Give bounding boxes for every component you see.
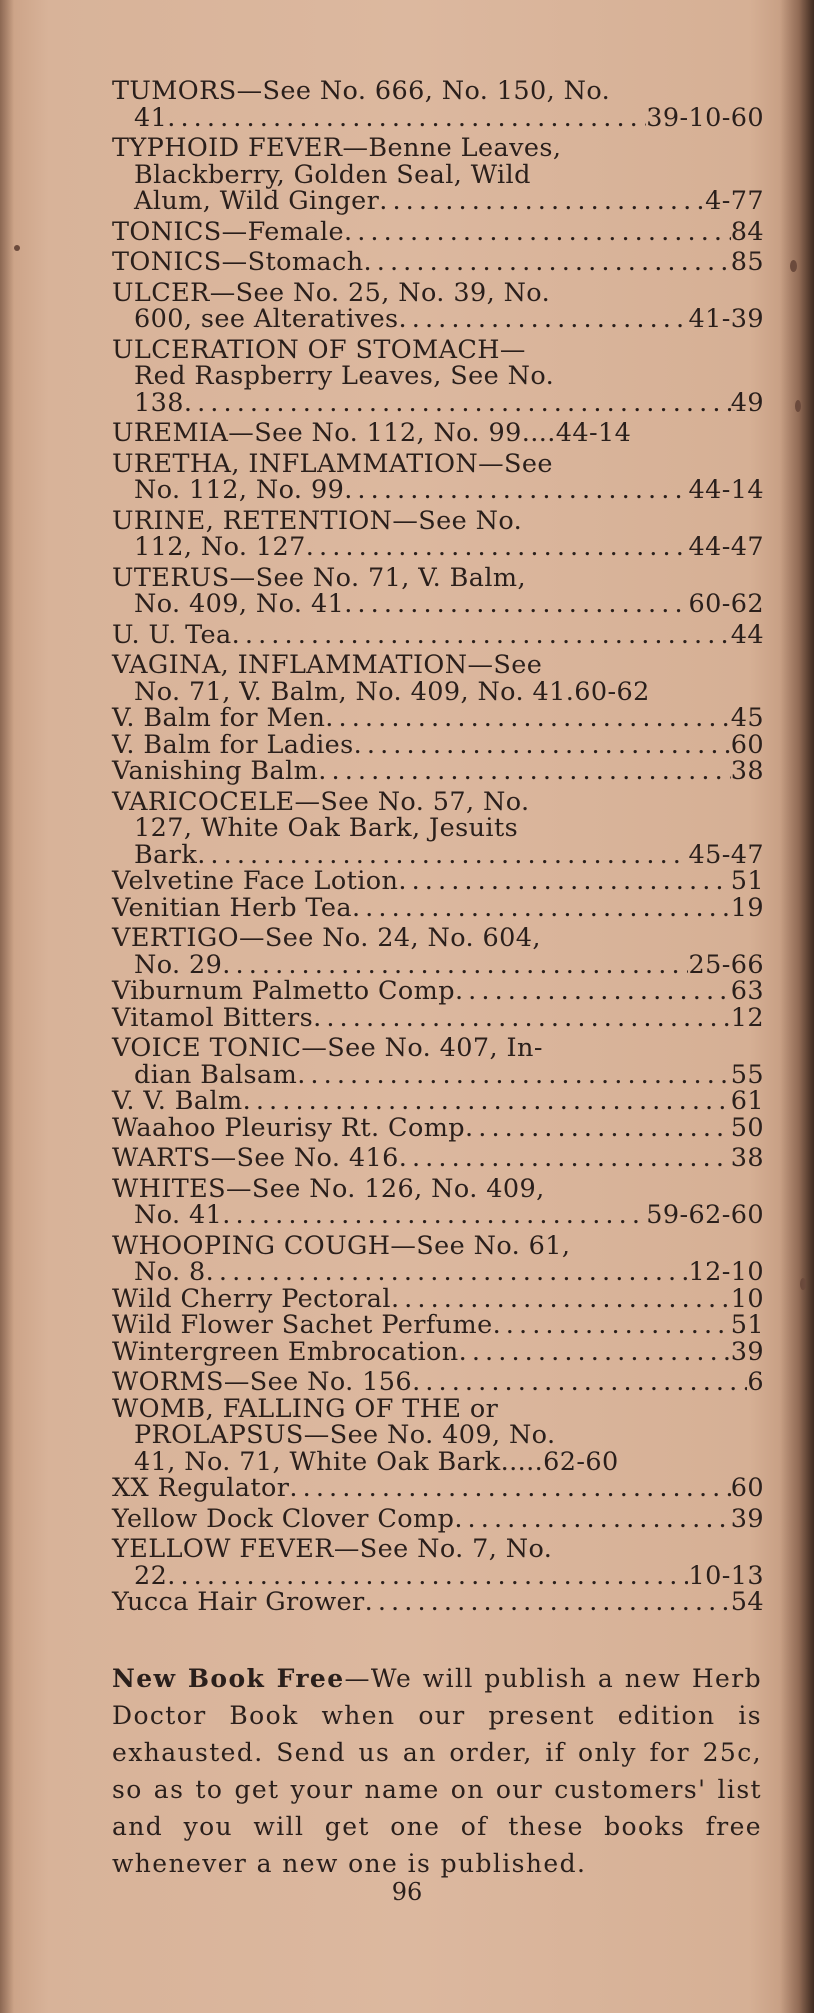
index-entry	[112, 562, 764, 619]
dot-leader	[399, 1145, 731, 1172]
index-line	[112, 135, 764, 162]
index-line	[112, 591, 764, 618]
index-line	[112, 1035, 764, 1062]
page-reference: 54	[730, 1587, 764, 1617]
index-entry	[112, 652, 764, 785]
entry-text: Wild Flower Sachet Perfume	[112, 1310, 493, 1340]
index-line	[112, 786, 764, 817]
dot-leader	[454, 1506, 730, 1533]
page-reference: 45-47	[688, 839, 764, 870]
index-line	[112, 1145, 764, 1172]
dot-leader	[297, 1062, 731, 1089]
entry-text: Bark	[134, 839, 198, 870]
index-entry	[112, 277, 764, 334]
index-line	[112, 216, 764, 247]
dot-leader	[197, 842, 688, 869]
index-line	[112, 363, 764, 390]
entry-text: VOICE TONIC—See No. 407, In-	[112, 1033, 543, 1063]
dot-leader	[465, 1115, 731, 1142]
index-line	[112, 1589, 764, 1616]
entry-text: TYPHOID FEVER—Benne Leaves,	[112, 133, 562, 163]
page-right-edge-shadow	[780, 0, 814, 2013]
page-reference: 38	[730, 756, 764, 786]
page-reference: 49	[730, 387, 764, 418]
index-entry	[112, 1035, 764, 1141]
page-reference: 10-13	[688, 1560, 764, 1591]
index-line	[112, 387, 764, 418]
index-line	[112, 729, 764, 760]
index-line	[112, 249, 764, 276]
page-reference: 60-62	[688, 589, 764, 619]
entry-text: VAGINA, INFLAMMATION—See	[112, 650, 543, 680]
paper-blemish	[795, 400, 801, 412]
entry-text: URETHA, INFLAMMATION—See	[112, 448, 553, 479]
index-entry	[112, 925, 764, 1031]
index-line	[112, 1422, 764, 1449]
page-reference: 39	[730, 1503, 764, 1534]
entry-text: Vanishing Balm	[112, 756, 319, 786]
dot-leader	[184, 390, 731, 417]
page-reference: 51	[730, 866, 764, 896]
entry-text: TONICS—Stomach	[112, 247, 364, 277]
entry-text: 127, White Oak Bark, Jesuits	[134, 813, 519, 843]
entry-text: V. Balm for Men	[112, 703, 326, 733]
page-reference: 60	[730, 729, 764, 760]
dot-leader	[289, 1475, 730, 1502]
page-reference: 39	[730, 1336, 764, 1367]
index-line	[112, 1230, 764, 1261]
page-reference: 44	[730, 619, 764, 650]
index-entry	[112, 619, 764, 650]
entry-text: dian Balsam	[134, 1059, 298, 1090]
index-entry	[112, 1173, 764, 1230]
page-reference: 44-14	[688, 475, 764, 505]
dot-leader	[344, 219, 731, 246]
index-entry	[112, 420, 764, 447]
entry-text: UREMIA—See No. 112, No. 99....44-14	[112, 418, 632, 448]
index-line	[112, 1112, 764, 1143]
entry-text: Waahoo Pleurisy Rt. Comp	[112, 1112, 466, 1143]
entry-text: Vitamol Bitters	[112, 1002, 314, 1033]
index-line	[112, 562, 764, 593]
entry-text: No. 29	[134, 949, 223, 980]
entry-text: TUMORS—See No. 666, No. 150, No.	[112, 76, 611, 106]
entry-text: Viburnum Palmetto Comp	[112, 976, 455, 1006]
index-line	[112, 159, 764, 190]
dot-leader	[365, 1589, 731, 1616]
dot-leader	[493, 1312, 731, 1339]
index-line	[112, 1312, 764, 1339]
index-line	[112, 448, 764, 479]
index-line	[112, 676, 764, 707]
index-line	[112, 652, 764, 679]
index-line	[112, 868, 764, 895]
index-entry	[112, 448, 764, 505]
entry-text: UTERUS—See No. 71, V. Balm,	[112, 562, 526, 593]
index-entry	[112, 505, 764, 562]
entry-text: TONICS—Female	[112, 216, 344, 247]
index-entry	[112, 216, 764, 247]
entry-text: WOMB, FALLING OF THE or	[112, 1393, 499, 1424]
entry-text: V. V. Balm	[112, 1086, 243, 1116]
entry-text: Yucca Hair Grower	[112, 1587, 365, 1617]
index-line	[112, 1393, 764, 1424]
index-line	[112, 1475, 764, 1502]
dot-leader	[313, 1005, 731, 1032]
dot-leader	[344, 477, 688, 504]
note-body: —We will publish a new Herb Doctor Book when our present edition is exhausted. Send us an order, if only for 25c, so as to get your name on our customers' list and you will get one of these books free whenever a new one is published.	[112, 1664, 762, 1878]
index-entry	[112, 1503, 764, 1534]
entry-text: Wintergreen Embrocation	[112, 1336, 459, 1367]
index-entry	[112, 1230, 764, 1367]
page-reference: 63	[730, 976, 764, 1006]
index-line	[112, 1259, 764, 1286]
index-line	[112, 306, 764, 333]
index-line	[112, 1446, 764, 1477]
page-reference: 10	[730, 1283, 764, 1314]
dot-leader	[222, 952, 688, 979]
index-line	[112, 420, 764, 447]
page-reference: 50	[730, 1112, 764, 1143]
index-line	[112, 949, 764, 980]
entry-text: ULCERATION OF STOMACH—	[112, 334, 526, 365]
page-reference: 84	[730, 216, 764, 247]
index-entry	[112, 1369, 764, 1502]
index-line	[112, 892, 764, 923]
index-entry	[112, 1536, 764, 1616]
page-reference: 59-62-60	[646, 1200, 764, 1230]
index-line	[112, 1088, 764, 1115]
dot-leader	[344, 591, 688, 618]
entry-text: Red Raspberry Leaves, See No.	[134, 361, 555, 391]
dot-leader	[391, 1286, 731, 1313]
dot-leader	[243, 1088, 731, 1115]
dot-leader	[399, 306, 689, 333]
index-line	[112, 978, 764, 1005]
dot-leader	[412, 1369, 747, 1396]
index-line	[112, 334, 764, 365]
index-entry	[112, 135, 764, 215]
index-line	[112, 619, 764, 650]
entry-text: 41, No. 71, White Oak Bark.....62-60	[134, 1446, 619, 1477]
index-line	[112, 1059, 764, 1090]
entry-text: WORMS—See No. 156	[112, 1367, 413, 1397]
index-line	[112, 1283, 764, 1314]
entry-text: URINE, RETENTION—See No.	[112, 505, 523, 536]
page-reference: 44-47	[688, 532, 764, 562]
index-line	[112, 505, 764, 536]
index-entry	[112, 786, 764, 923]
entry-text: Velvetine Face Lotion	[112, 866, 399, 896]
index-entry	[112, 1145, 764, 1172]
page-number: 96	[391, 1878, 423, 1906]
index-line	[112, 839, 764, 870]
page-reference: 19	[730, 892, 764, 923]
index-line	[112, 758, 764, 785]
entry-text: No. 409, No. 41	[134, 589, 345, 619]
page-reference: 51	[730, 1310, 764, 1340]
entry-text: No. 8	[134, 1257, 206, 1287]
index-line	[112, 1173, 764, 1204]
dot-leader	[379, 188, 705, 215]
entry-text: Alum, Wild Ginger	[134, 186, 380, 216]
paper-blemish	[14, 245, 20, 251]
entry-text: Wild Cherry Pectoral	[112, 1283, 391, 1314]
entry-text: WHOOPING COUGH—See No. 61,	[112, 1230, 571, 1261]
page-left-edge-shadow	[0, 0, 14, 2013]
index-line	[112, 1503, 764, 1534]
index-entry	[112, 334, 764, 418]
entry-text: VARICOCELE—See No. 57, No.	[112, 786, 530, 817]
dot-leader	[364, 249, 731, 276]
entry-text: VERTIGO—See No. 24, No. 604,	[112, 923, 541, 953]
page-reference: 60	[730, 1473, 764, 1503]
dot-leader	[325, 705, 730, 732]
paper-blemish	[800, 1278, 806, 1290]
index-line	[112, 1202, 764, 1229]
entry-text: 600, see Alteratives	[134, 304, 399, 334]
entry-text: No. 112, No. 99	[134, 475, 345, 505]
entry-text: No. 41	[134, 1200, 223, 1230]
index-line	[112, 1369, 764, 1396]
index-entry	[112, 249, 764, 276]
entry-text: Venitian Herb Tea	[112, 892, 352, 923]
paper-blemish	[790, 260, 797, 272]
index-line	[112, 705, 764, 732]
entry-text: 112, No. 127	[134, 532, 306, 562]
index-line	[112, 477, 764, 504]
dot-leader	[398, 868, 730, 895]
page-reference: 41-39	[688, 304, 764, 334]
dot-leader	[167, 105, 646, 132]
entry-text: XX Regulator	[112, 1473, 290, 1503]
entry-text: V. Balm for Ladies	[112, 729, 354, 760]
page-reference: 12-10	[688, 1257, 764, 1287]
entry-text: U. U. Tea	[112, 619, 232, 650]
index-line	[112, 102, 764, 133]
page-reference: 45	[730, 703, 764, 733]
index-line	[112, 1002, 764, 1033]
entry-text: WARTS—See No. 416	[112, 1143, 399, 1173]
dot-leader	[459, 1339, 731, 1366]
entry-text: 22	[134, 1560, 168, 1591]
index-entry	[112, 78, 764, 131]
index-line	[112, 534, 764, 561]
page-reference: 39-10-60	[646, 102, 764, 133]
page-reference: 61	[730, 1086, 764, 1116]
page-reference: 4-77	[705, 186, 764, 216]
dot-leader	[167, 1563, 688, 1590]
entry-text: 138	[134, 387, 184, 418]
entry-text: 41	[134, 102, 168, 133]
index-line	[112, 1536, 764, 1563]
entry-text: PROLAPSUS—See No. 409, No.	[134, 1420, 556, 1450]
dot-leader	[354, 732, 731, 759]
entry-text: Yellow Dock Clover Comp	[112, 1503, 455, 1534]
index-line	[112, 925, 764, 952]
page-reference: 38	[730, 1143, 764, 1173]
dot-leader	[352, 895, 731, 922]
page-reference: 6	[747, 1367, 764, 1397]
dot-leader	[318, 758, 730, 785]
page-reference: 85	[730, 247, 764, 277]
dot-leader	[206, 1259, 689, 1286]
page-reference: 12	[730, 1002, 764, 1033]
dot-leader	[455, 978, 731, 1005]
index-line	[112, 78, 764, 105]
dot-leader	[232, 622, 731, 649]
entry-text: Blackberry, Golden Seal, Wild	[134, 159, 531, 190]
entry-text: ULCER—See No. 25, No. 39, No.	[112, 277, 551, 308]
index-line	[112, 277, 764, 308]
new-book-note	[112, 1660, 762, 1882]
entry-text: No. 71, V. Balm, No. 409, No. 41.60-62	[134, 676, 650, 707]
dot-leader	[306, 534, 689, 561]
index-line	[112, 1336, 764, 1367]
dot-leader	[222, 1202, 646, 1229]
index-list	[112, 78, 764, 1620]
index-line	[112, 1560, 764, 1591]
entry-text: YELLOW FEVER—See No. 7, No.	[112, 1534, 553, 1564]
index-line	[112, 188, 764, 215]
index-line	[112, 815, 764, 842]
page-reference: 25-66	[688, 949, 764, 980]
entry-text: WHITES—See No. 126, No. 409,	[112, 1173, 545, 1204]
page-reference: 55	[730, 1059, 764, 1090]
note-heading: New Book Free	[112, 1664, 345, 1693]
